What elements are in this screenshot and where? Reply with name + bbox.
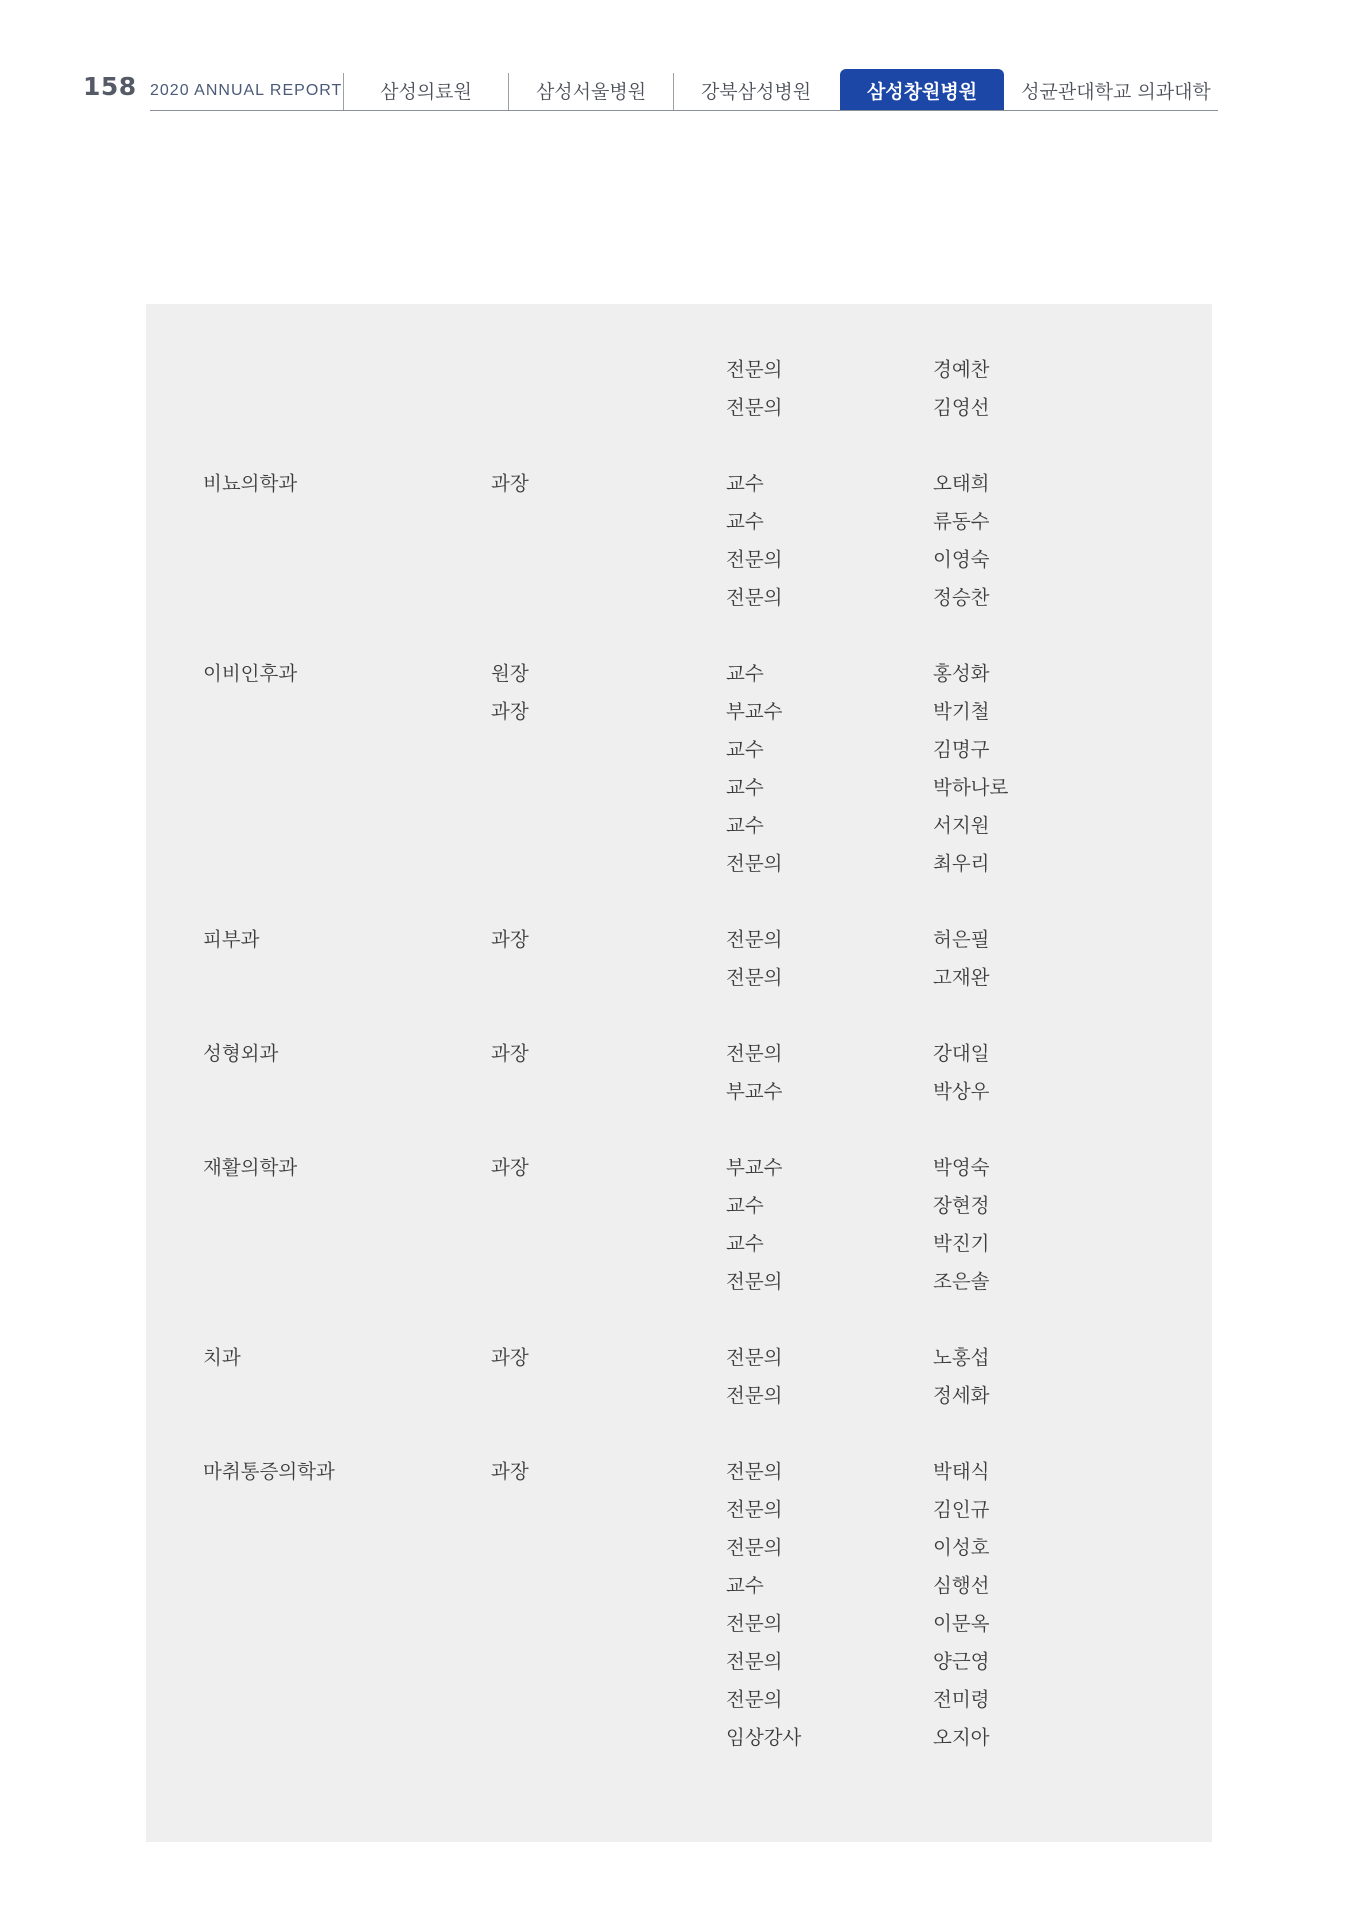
rank-cell: 부교수 xyxy=(726,1080,783,1103)
table-row xyxy=(146,1682,1212,1718)
name-cell: 박태식 xyxy=(933,1460,990,1483)
name-cell: 허은필 xyxy=(933,928,990,951)
table-row xyxy=(146,1720,1212,1756)
name-cell: 전미령 xyxy=(933,1688,990,1711)
name-cell: 박진기 xyxy=(933,1232,990,1255)
position-cell: 과장 xyxy=(491,1156,529,1179)
rank-cell: 전문의 xyxy=(726,928,783,951)
position-cell: 과장 xyxy=(491,1346,529,1369)
tab-samsung-seoul-hospital[interactable]: 삼성서울병원 xyxy=(535,80,647,103)
rank-cell: 부교수 xyxy=(726,700,783,723)
page-number: 158 xyxy=(83,72,137,101)
table-row xyxy=(146,922,1212,958)
position-cell: 과장 xyxy=(491,928,529,951)
report-title: 2020 ANNUAL REPORT xyxy=(150,82,343,99)
table-row xyxy=(146,1074,1212,1110)
tab-samsung-changwon-hospital[interactable]: 삼성창원병원 xyxy=(840,69,1004,111)
table-row xyxy=(146,542,1212,578)
table-row xyxy=(146,1378,1212,1414)
table-row xyxy=(146,1530,1212,1566)
table-row xyxy=(146,960,1212,996)
rank-cell: 전문의 xyxy=(726,1688,783,1711)
table-row xyxy=(146,1454,1212,1490)
rank-cell: 교수 xyxy=(726,776,764,799)
name-cell: 오태희 xyxy=(933,472,990,495)
rank-cell: 전문의 xyxy=(726,548,783,571)
name-cell: 심행선 xyxy=(933,1574,990,1597)
tab-samsung-medical-center[interactable]: 삼성의료원 xyxy=(380,80,472,103)
rank-cell: 부교수 xyxy=(726,1156,783,1179)
table-row xyxy=(146,770,1212,806)
table-row xyxy=(146,656,1212,692)
rank-cell: 전문의 xyxy=(726,1498,783,1521)
name-cell: 이성호 xyxy=(933,1536,990,1559)
name-cell: 고재완 xyxy=(933,966,990,989)
rank-cell: 교수 xyxy=(726,814,764,837)
name-cell: 김인규 xyxy=(933,1498,990,1521)
department-cell: 비뇨의학과 xyxy=(203,472,298,495)
position-cell: 과장 xyxy=(491,1460,529,1483)
rank-cell: 전문의 xyxy=(726,966,783,989)
tab-skku-school-of-medicine[interactable]: 성균관대학교 의과대학 xyxy=(1021,80,1211,103)
table-row xyxy=(146,352,1212,388)
table-row xyxy=(146,1644,1212,1680)
name-cell: 조은솔 xyxy=(933,1270,990,1293)
rank-cell: 교수 xyxy=(726,662,764,685)
table-row xyxy=(146,846,1212,882)
name-cell: 이문옥 xyxy=(933,1612,990,1635)
table-row xyxy=(146,580,1212,616)
name-cell: 노홍섭 xyxy=(933,1346,990,1369)
table-row xyxy=(146,390,1212,426)
position-cell: 과장 xyxy=(491,1042,529,1065)
name-cell: 박기철 xyxy=(933,700,990,723)
rank-cell: 전문의 xyxy=(726,358,783,381)
name-cell: 홍성화 xyxy=(933,662,990,685)
rank-cell: 전문의 xyxy=(726,1270,783,1293)
table-row xyxy=(146,1036,1212,1072)
table-row xyxy=(146,1568,1212,1604)
rank-cell: 교수 xyxy=(726,1194,764,1217)
department-cell: 성형외과 xyxy=(203,1042,279,1065)
name-cell: 강대일 xyxy=(933,1042,990,1065)
position-cell: 과장 xyxy=(491,700,529,723)
header-rule xyxy=(150,110,1218,111)
table-row xyxy=(146,1606,1212,1642)
rank-cell: 전문의 xyxy=(726,586,783,609)
name-cell: 오지아 xyxy=(933,1726,990,1749)
table-row xyxy=(146,1340,1212,1376)
rank-cell: 전문의 xyxy=(726,1384,783,1407)
name-cell: 박하나로 xyxy=(933,776,1009,799)
table-row xyxy=(146,1188,1212,1224)
table-row xyxy=(146,694,1212,730)
rank-cell: 임상강사 xyxy=(726,1726,802,1749)
name-cell: 김영선 xyxy=(933,396,990,419)
rank-cell: 전문의 xyxy=(726,1536,783,1559)
page-header xyxy=(0,0,1357,120)
table-row xyxy=(146,1226,1212,1262)
name-cell: 경예찬 xyxy=(933,358,990,381)
rank-cell: 전문의 xyxy=(726,1650,783,1673)
name-cell: 서지원 xyxy=(933,814,990,837)
rank-cell: 전문의 xyxy=(726,396,783,419)
rank-cell: 교수 xyxy=(726,738,764,761)
table-row xyxy=(146,1492,1212,1528)
staff-table xyxy=(146,304,1212,1842)
name-cell: 정세화 xyxy=(933,1384,990,1407)
table-row xyxy=(146,504,1212,540)
department-cell: 재활의학과 xyxy=(203,1156,298,1179)
rank-cell: 전문의 xyxy=(726,1612,783,1635)
rank-cell: 전문의 xyxy=(726,1460,783,1483)
table-row xyxy=(146,1264,1212,1300)
rank-cell: 교수 xyxy=(726,1232,764,1255)
name-cell: 정승찬 xyxy=(933,586,990,609)
table-row xyxy=(146,466,1212,502)
department-cell: 이비인후과 xyxy=(203,662,298,685)
department-cell: 피부과 xyxy=(203,928,260,951)
name-cell: 김명구 xyxy=(933,738,990,761)
department-cell: 치과 xyxy=(203,1346,241,1369)
rank-cell: 교수 xyxy=(726,1574,764,1597)
rank-cell: 전문의 xyxy=(726,1042,783,1065)
rank-cell: 교수 xyxy=(726,510,764,533)
rank-cell: 전문의 xyxy=(726,852,783,875)
tab-kangbuk-samsung-hospital[interactable]: 강북삼성병원 xyxy=(700,80,812,103)
name-cell: 박영숙 xyxy=(933,1156,990,1179)
name-cell: 박상우 xyxy=(933,1080,990,1103)
name-cell: 류동수 xyxy=(933,510,990,533)
name-cell: 양근영 xyxy=(933,1650,990,1673)
position-cell: 원장 xyxy=(491,662,529,685)
rank-cell: 교수 xyxy=(726,472,764,495)
rank-cell: 전문의 xyxy=(726,1346,783,1369)
table-row xyxy=(146,1150,1212,1186)
position-cell: 과장 xyxy=(491,472,529,495)
name-cell: 이영숙 xyxy=(933,548,990,571)
table-row xyxy=(146,808,1212,844)
name-cell: 장현정 xyxy=(933,1194,990,1217)
table-row xyxy=(146,732,1212,768)
name-cell: 최우리 xyxy=(933,852,990,875)
department-cell: 마취통증의학과 xyxy=(203,1460,335,1483)
